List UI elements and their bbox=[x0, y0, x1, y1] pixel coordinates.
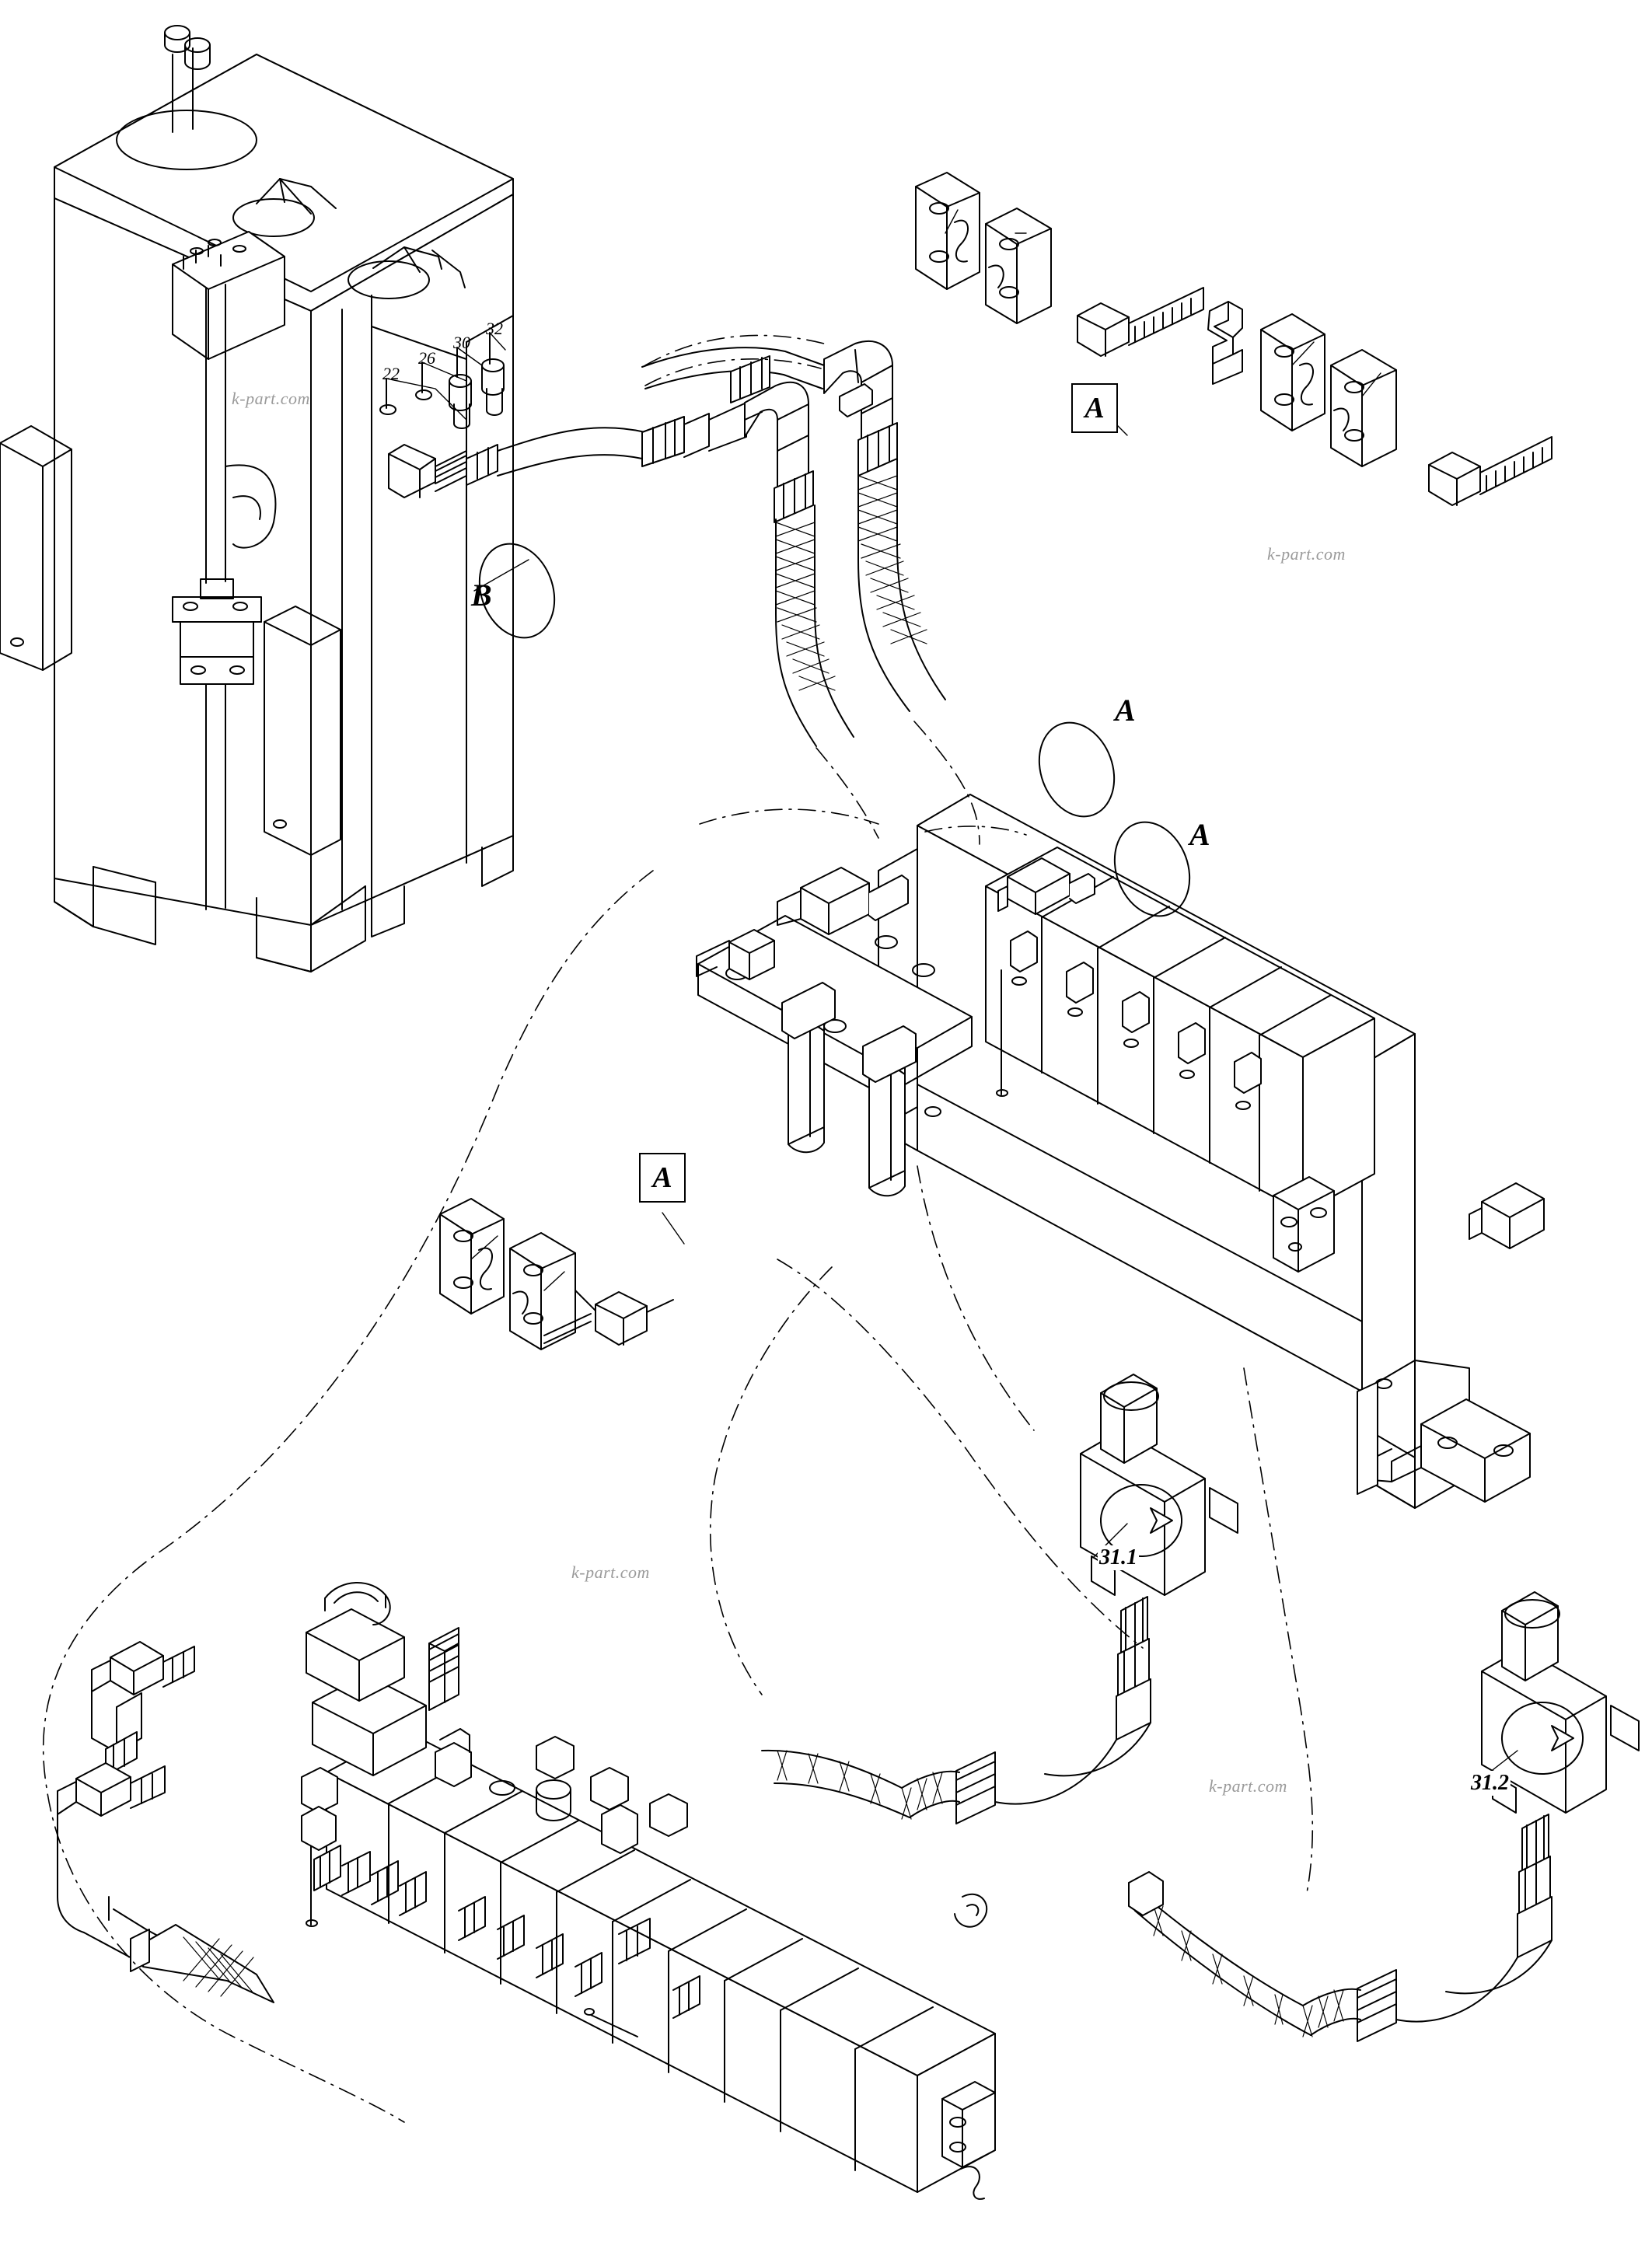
item-tag-31-1: 31.1 bbox=[1099, 1545, 1137, 1569]
section-letter-a-1: A bbox=[1115, 693, 1136, 728]
section-letter-b: B bbox=[471, 578, 492, 613]
callout-box-a-middle bbox=[639, 1153, 686, 1203]
balloon-number-26: 26 bbox=[418, 348, 435, 368]
item-tag-31-2: 31.2 bbox=[1471, 1771, 1509, 1795]
component-31-1 bbox=[902, 1374, 1238, 1824]
balloon-number-30: 30 bbox=[453, 333, 470, 352]
watermark-3: k-part.com bbox=[571, 1562, 650, 1582]
clamp-kit-middle bbox=[440, 1199, 673, 1349]
callout-box-a-top-label: A bbox=[1084, 392, 1105, 424]
balloon-number-32: 32 bbox=[486, 319, 503, 338]
callout-box-a-top bbox=[1071, 383, 1118, 433]
watermark-1: k-part.com bbox=[232, 389, 310, 408]
valve-bank-lower bbox=[58, 1583, 995, 2199]
section-letter-a-2: A bbox=[1189, 817, 1210, 852]
upper-hose-assembly bbox=[498, 341, 945, 746]
hydraulic-tank-assembly bbox=[0, 26, 513, 972]
watermark-4: k-part.com bbox=[1209, 1776, 1287, 1796]
watermark-2: k-part.com bbox=[1267, 544, 1346, 564]
component-31-2 bbox=[762, 1592, 1639, 2041]
callout-box-a-middle-label: A bbox=[652, 1161, 672, 1194]
clamp-kit-top-right bbox=[916, 173, 1552, 505]
balloon-number-22: 22 bbox=[382, 364, 400, 383]
